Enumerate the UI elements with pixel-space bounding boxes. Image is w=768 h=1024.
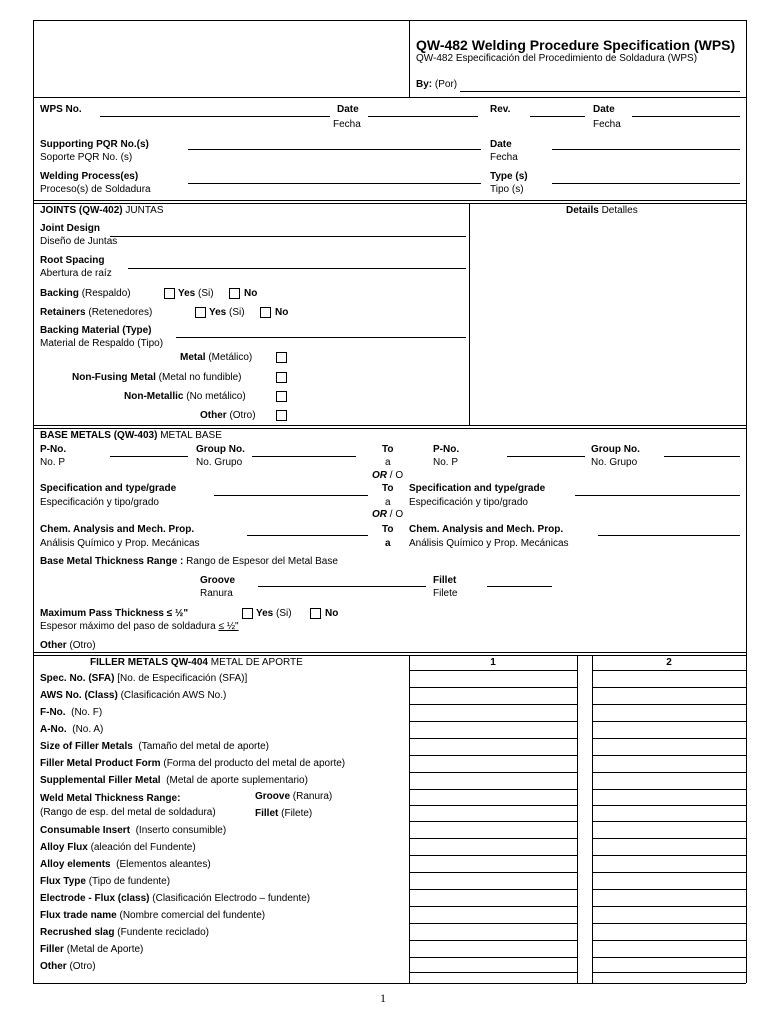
group2-label: Group No. [591,444,640,455]
a-label-3: a [385,538,391,549]
date3-label: Date [490,139,512,150]
pno2-field[interactable] [507,456,585,457]
spec2-es: Especificación y tipo/grado [409,497,528,508]
filler-row: Filler Metal Product Form (Forma del producto del metal de aporte) [40,758,346,769]
non-fusing-checkbox[interactable] [276,372,287,383]
fillet-es: Filete [433,588,458,599]
backing-material-field[interactable] [176,337,466,338]
filler-row: Recrushed slag (Fundente reciclado) [40,927,209,938]
backing-no-checkbox[interactable] [229,288,240,299]
maxpass-yes-label: Yes (Si) [256,608,292,619]
wmt-fillet-label: Fillet (Filete) [255,808,313,819]
date-field[interactable] [368,116,478,117]
groove-field[interactable] [258,586,426,587]
wmt-groove-label: Groove (Ranura) [255,791,333,802]
spec2-label: Specification and type/grade [409,483,546,494]
joints-heading: JOINTS (QW-402) JUNTAS [40,205,164,216]
pqr-label: Supporting PQR No.(s) [40,139,149,150]
base-other-label: Other (Otro) [40,640,96,651]
joint-design-label: Joint Design [40,223,101,234]
backing-yes-label: Yes (Si) [178,288,214,299]
joint-design-field[interactable] [110,236,466,237]
retainers-no-label: No [275,307,289,318]
chem-field[interactable] [247,535,368,536]
wps-no-label: WPS No. [40,104,82,115]
filler-row: Flux Type (Tipo de fundente) [40,876,171,887]
filler-row: Electrode - Flux (class) (Clasificación Electrodo – fundente) [40,893,311,904]
group2-es: No. Grupo [591,457,638,468]
maxpass-label: Maximum Pass Thickness ≤ ½" [40,608,189,619]
date2-label: Date [593,104,615,115]
retainers-label: Retainers (Retenedores) [40,307,153,318]
a-label-1: a [385,457,391,468]
or-label-2: OR / O [372,509,404,520]
pno2-es: No. P [433,457,459,468]
details-heading: Details Detalles [566,205,638,216]
chem-es: Análisis Químico y Prop. Mecánicas [40,538,200,549]
filler-row: Alloy elements (Elementos aleantes) [40,859,211,870]
thickness-label: Base Metal Thickness Range : Rango de Espesor del Metal Base [40,556,338,567]
wps-no-field[interactable] [100,116,330,117]
filler-col-2: 2 [666,657,672,668]
filler-row: A-No. (No. A) [40,724,104,735]
filler-row: Size of Filler Metals (Tamaño del metal de aporte) [40,741,269,752]
filler-row: Filler (Metal de Aporte) [40,944,144,955]
other-checkbox[interactable] [276,410,287,421]
filler-row: F-No. (No. F) [40,707,103,718]
metal-checkbox[interactable] [276,352,287,363]
to-label-2: To [382,483,394,494]
pqr-es: Soporte PQR No. (s) [40,152,133,163]
group-field[interactable] [252,456,356,457]
group2-field[interactable] [664,456,740,457]
process-field[interactable] [188,183,481,184]
root-spacing-label: Root Spacing [40,255,105,266]
process-es: Proceso(s) de Soldadura [40,184,151,195]
by-label: By: (Por) [416,79,458,90]
filler-row: Other (Otro) [40,961,96,972]
spec2-field[interactable] [575,495,740,496]
form-subtitle: QW-482 Especificación del Procedimiento de Soldadura (WPS) [416,53,698,64]
fecha3-label: Fecha [490,152,518,163]
to-label-1: To [382,444,394,455]
backing-label: Backing (Respaldo) [40,288,131,299]
non-fusing-label: Non-Fusing Metal (Metal no fundible) [72,372,242,383]
chem2-label: Chem. Analysis and Mech. Prop. [409,524,564,535]
a-label-2: a [385,497,391,508]
chem2-es: Análisis Químico y Prop. Mecánicas [409,538,569,549]
type-field[interactable] [552,183,740,184]
maxpass-yes-checkbox[interactable] [242,608,253,619]
filler-heading: FILLER METALS QW-404 METAL DE APORTE [90,657,303,668]
retainers-yes-checkbox[interactable] [195,307,206,318]
filler-row: Supplemental Filler Metal (Metal de aporte suplementario) [40,775,308,786]
spec-es: Especificación y tipo/grado [40,497,159,508]
backing-material-label: Backing Material (Type) [40,325,152,336]
filler-row: Consumable Insert (Inserto consumible) [40,825,227,836]
backing-no-label: No [244,288,258,299]
date2-field[interactable] [632,116,740,117]
other-label: Other (Otro) [200,410,256,421]
filler-row: AWS No. (Class) (Clasificación AWS No.) [40,690,227,701]
chem-label: Chem. Analysis and Mech. Prop. [40,524,195,535]
maxpass-es: Espesor máximo del paso de soldadura ≤ ½" [40,621,239,632]
form-title: QW-482 Welding Procedure Specification (WPS) [416,37,736,53]
type-es: Tipo (s) [490,184,524,195]
group-es: No. Grupo [196,457,243,468]
by-field[interactable] [460,91,740,92]
fecha2-label: Fecha [593,119,621,130]
retainers-yes-label: Yes (Si) [209,307,245,318]
page-number: 1 [380,991,386,1005]
type-label: Type (s) [490,171,528,182]
to-label-3: To [382,524,394,535]
filler-row: Alloy Flux (aleación del Fundente) [40,842,196,853]
maxpass-no-label: No [325,608,339,619]
base-metals-heading: BASE METALS (QW-403) METAL BASE [40,430,222,441]
backing-material-es: Material de Respaldo (Tipo) [40,338,164,349]
non-metallic-label: Non-Metallic (No metálico) [124,391,246,402]
spec-label: Specification and type/grade [40,483,177,494]
chem2-field[interactable] [598,535,740,536]
group-label: Group No. [196,444,245,455]
process-label: Welding Process(es) [40,171,139,182]
root-spacing-field[interactable] [128,268,466,269]
metal-label: Metal (Metálico) [180,352,253,363]
filler-col-1: 1 [490,657,496,668]
fecha-label: Fecha [333,119,361,130]
pno-field[interactable] [110,456,188,457]
rev-label: Rev. [490,104,511,115]
or-label-1: OR / O [372,470,404,481]
retainers-no-checkbox[interactable] [260,307,271,318]
date3-field[interactable] [552,149,740,150]
pqr-field[interactable] [188,149,481,150]
filler-row: Spec. No. (SFA) [No. de Especificación (SFA)] [40,673,248,684]
groove-es: Ranura [200,588,233,599]
wmt-label: Weld Metal Thickness Range: [40,793,181,804]
spec-field[interactable] [214,495,368,496]
fillet-field[interactable] [487,586,552,587]
root-spacing-es: Abertura de raíz [40,268,112,279]
pno2-label: P-No. [433,444,460,455]
groove-label: Groove [200,575,236,586]
fillet-label: Fillet [433,575,457,586]
pno-label: P-No. [40,444,67,455]
wmt-es: (Rango de esp. del metal de soldadura) [40,807,216,818]
non-metallic-checkbox[interactable] [276,391,287,402]
joint-design-es: Diseño de Juntas [40,236,118,247]
filler-row: Flux trade name (Nombre comercial del fundente) [40,910,266,921]
backing-yes-checkbox[interactable] [164,288,175,299]
rev-field[interactable] [530,116,585,117]
pno-es: No. P [40,457,66,468]
date-label: Date [337,104,359,115]
maxpass-no-checkbox[interactable] [310,608,321,619]
